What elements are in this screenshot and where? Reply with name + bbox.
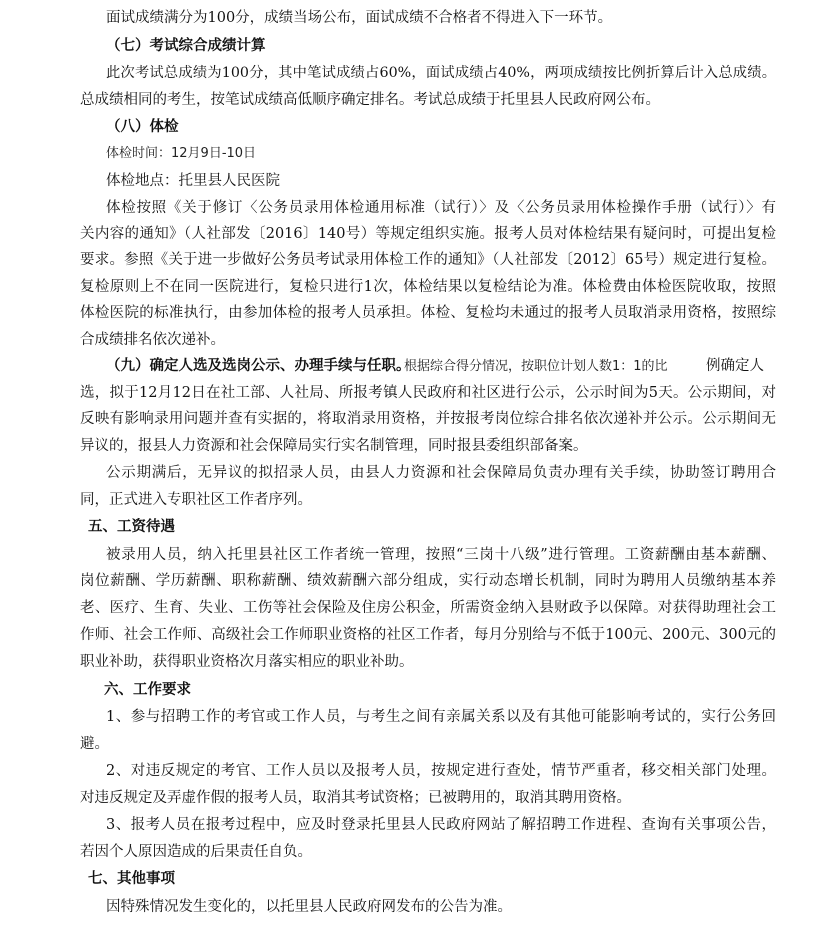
requirement-1-line: 1、参与招聘工作的考官或工作人员，与考生之间有亲属关系以及有其他可能影响考试的，实行公务回: [106, 709, 776, 725]
exam-time: 体检时间：12月9日-10日: [106, 146, 257, 161]
publicity-para-line: 反映有影响录用问题并查有实据的，将取消录用资格，并按报考岗位综合排名依次递补并公示。公示期间无: [80, 411, 776, 427]
heading-work-requirements: 六、工作要求: [104, 681, 191, 698]
candidate-ratio-tail: 例确定人: [706, 358, 764, 374]
exam-para-line: 合成绩排名依次递补。: [80, 332, 225, 348]
other-matters-text: 因特殊情况发生变化的，以托里县人民政府网发布的公告为准。: [106, 899, 512, 915]
publicity-para-line: 选，拟于12月12日在社工部、人社局、所报考镇人民政府和社区进行公示，公示时间为5天。公示期间，对: [80, 385, 776, 401]
composite-score-para-line: 总成绩相同的考生，按笔试成绩高低顺序确定排名。考试总成绩于托里县人民政府网公布。: [80, 92, 660, 108]
salary-para-line: 岗位薪酬、学历薪酬、职称薪酬、绩效薪酬六部分组成，实行动态增长机制，同时为聘用人员缴纳基本养: [80, 573, 776, 589]
salary-para-line: 老、医疗、生育、失业、工伤等社会保险及住房公积金，所需资金纳入县财政予以保障。对获得助理社会工: [80, 600, 776, 616]
exam-para-line: 关内容的通知》（人社部发〔2016〕140号）等规定组织实施。报考人员对体检结果有疑问时，可提出复检: [80, 226, 776, 242]
heading-other-matters: 七、其他事项: [88, 870, 175, 887]
requirement-2-line: 2、对违反规定的考官、工作人员以及报考人员，按规定进行查处，情节严重者，移交相关部门处理。: [106, 763, 776, 779]
salary-para-line: 作师、社会工作师、高级社会工作师职业资格的社区工作者，每月分别给与不低于100元、200元、300元的: [80, 627, 776, 643]
requirement-3-line: 若因个人原因造成的后果责任自负。: [80, 844, 312, 860]
candidate-ratio-text: 根据综合得分情况，按职位计划人数1：1的比: [404, 359, 668, 374]
heading-composite-score: （七）考试综合成绩计算: [106, 37, 266, 54]
heading-confirm-candidates: （九）确定人选及选岗公示、办理手续与任职。: [106, 357, 411, 374]
requirement-1-line: 避。: [80, 736, 109, 752]
after-publicity-para-line: 公示期满后，无异议的拟招录人员，由县人力资源和社会保障局负责办理有关手续，协助签订聘用合: [106, 465, 776, 481]
heading-physical-exam: （八）体检: [106, 118, 179, 135]
salary-para-line: 被录用人员，纳入托里县社区工作者统一管理，按照“三岗十八级”进行管理。工资薪酬由基本薪酬、: [106, 547, 776, 563]
interview-score-text: 面试成绩满分为100分，成绩当场公布，面试成绩不合格者不得进入下一环节。: [106, 10, 613, 26]
salary-para-line: 职业补助，获得职业资格次月落实相应的职业补助。: [80, 654, 414, 670]
composite-score-para-line: 此次考试总成绩为100分，其中笔试成绩占60%，面试成绩占40%，两项成绩按比例折算后计入总成绩。: [106, 65, 776, 81]
exam-para-line: 体检按照《关于修订〈公务员录用体检通用标准（试行）〉及〈公务员录用体检操作手册（试行）〉有: [106, 200, 776, 216]
exam-location: 体检地点：托里县人民医院: [106, 173, 280, 189]
exam-para-line: 复检原则上不在同一医院进行，复检只进行1次，体检结果以复检结论为准。体检费由体检医院收取，按照: [80, 279, 776, 295]
heading-salary: 五、工资待遇: [88, 518, 175, 535]
publicity-para-line: 异议的，报县人力资源和社会保障局实行实名制管理，同时报县委组织部备案。: [80, 438, 588, 454]
after-publicity-para-line: 同，正式进入专职社区工作者序列。: [80, 492, 312, 508]
exam-para-line: 要求。参照《关于进一步做好公务员考试录用体检工作的通知》（人社部发〔2012〕65号）规定进行复检。: [80, 252, 776, 268]
exam-para-line: 体检医院的标准执行，由参加体检的报考人员承担。体检、复检均未通过的报考人员取消录用资格，按照综: [80, 305, 776, 321]
requirement-2-line: 对违反规定及弄虚作假的报考人员，取消其考试资格；已被聘用的，取消其聘用资格。: [80, 790, 631, 806]
requirement-3-line: 3、报考人员在报考过程中，应及时登录托里县人民政府网站了解招聘工作进程、查询有关事项公告，: [106, 817, 776, 833]
